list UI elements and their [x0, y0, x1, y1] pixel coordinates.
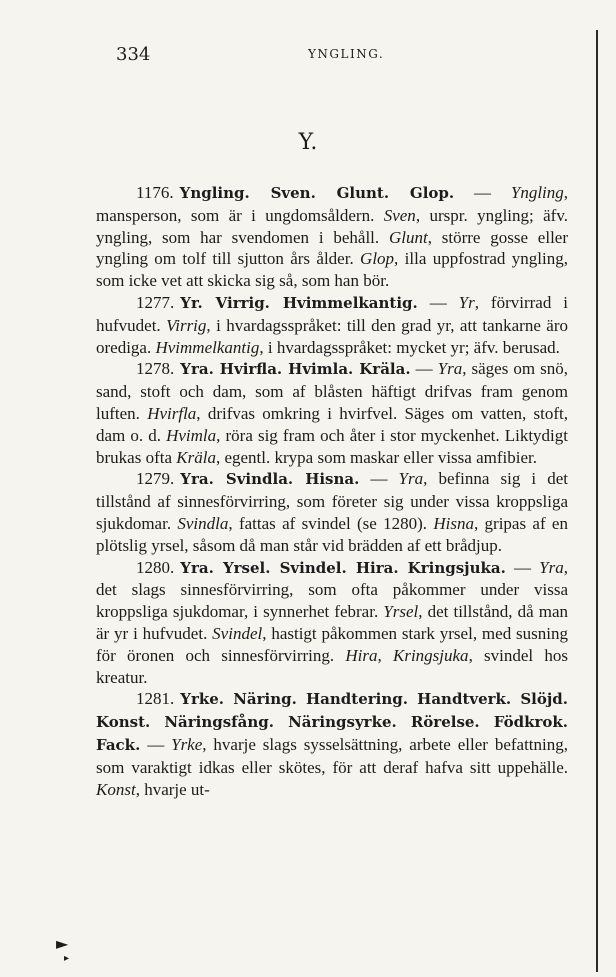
- entry-term: Glop: [360, 249, 395, 269]
- entry-term: Yrke: [171, 734, 203, 754]
- entry-text: , illa uppfostrad yngling, som icke vet att skicka sig så, som han bör.: [96, 249, 568, 291]
- entry-term: Hvimla: [166, 425, 217, 445]
- dictionary-entry: [96, 557, 568, 689]
- entry-term: Yra: [539, 557, 564, 577]
- entry-term: Yra: [398, 469, 424, 489]
- entry-text: , gripas af en plötslig yrsel, såsom då man står vid brädden af ett brådjup.: [96, 513, 568, 555]
- entry-term: Yr: [458, 292, 475, 312]
- entry-text: , urspr. yngling; äfv. yngling, som har svendomen i behåll.: [96, 205, 568, 247]
- entry-text: , befinna sig i det tillstånd af sinnesförvirring, som företer sig under vissa kroppsliga sjukdomar.: [96, 469, 568, 533]
- entry-term: Glunt: [388, 227, 428, 247]
- entry-term: Virrig: [166, 315, 207, 335]
- entry-headwords: Yrke. Näring. Handtering. Handtverk. Slöjd. Konst. Näringsfång. Näringsyrke. Rörelse. Födkrok. Fack.: [96, 690, 568, 754]
- page-edge-rule: [596, 30, 598, 972]
- entry-text: , röra sig fram och åter i stor myckenhet. Liktydigt brukas ofta: [96, 425, 568, 467]
- entry-number: 1279.: [136, 469, 175, 489]
- entry-text: , hvarje slags sysselsättning, arbete eller befattning, som varaktigt idkas eller skötes, för att deraf hafva sitt uppehälle.: [96, 734, 569, 777]
- dictionary-entry: [96, 468, 568, 556]
- entry-text: —: [140, 734, 172, 754]
- arrow-mark-icon: ►: [56, 934, 69, 953]
- entry-term: Konst: [96, 779, 136, 799]
- entry-number: 1281.: [136, 689, 175, 709]
- entry-headwords: Yra. Hvirfla. Hvimla. Kräla.: [180, 360, 411, 379]
- page-number: 334: [116, 44, 151, 65]
- entry-term: Svindel: [212, 623, 263, 643]
- page-header: [0, 44, 616, 66]
- entry-text: , fattas af svindel (se 1280).: [228, 513, 434, 533]
- entry-number: 1278.: [136, 359, 175, 379]
- entry-term: Kräla: [176, 447, 216, 467]
- entry-text: , mansperson, som är i ungdomsåldern.: [96, 183, 569, 225]
- dictionary-entry: [96, 292, 568, 358]
- entry-number: 1176.: [136, 183, 174, 202]
- entry-text: , säges om snö, sand, stoft och dam, som af blåsten häftigt drifvas fram genom luften.: [96, 359, 569, 423]
- entry-text: , egentl. krypa som maskar eller vissa amfibier.: [215, 447, 537, 467]
- entry-term: Yrsel: [383, 602, 419, 622]
- entry-text: , drifvas omkring i hvirfvel. Säges om vatten, stoft, dam o. d.: [96, 403, 569, 445]
- entry-text: —: [454, 183, 511, 202]
- entry-term: Sven: [383, 205, 416, 225]
- entry-text: , förvirrad i hufvudet.: [96, 292, 568, 335]
- entry-text: , det tillstånd, då man är yr i hufvudet.: [96, 602, 569, 643]
- entry-headwords: Yngling. Sven. Glunt. Glop.: [179, 184, 455, 202]
- entry-term: Kringsjuka: [393, 645, 469, 665]
- entry-text: —: [417, 292, 459, 312]
- entry-term: Hira: [345, 645, 378, 665]
- entry-text: —: [410, 359, 438, 379]
- entry-text: —: [505, 557, 540, 577]
- entry-text: , svindel hos kreatur.: [96, 645, 569, 687]
- entry-number: 1280.: [136, 557, 175, 577]
- running-head: YNGLING.: [308, 47, 385, 61]
- entry-term: Yngling: [510, 183, 564, 202]
- entry-headwords: Yra. Svindla. Hisna.: [180, 470, 360, 489]
- entry-text: , hvarje ut-: [135, 779, 210, 799]
- entry-term: Yra: [437, 359, 463, 379]
- entries-list: [96, 182, 568, 800]
- entry-text: , hastigt påkommen stark yrsel, med susning för öronen och sinnesförvirring.: [96, 623, 568, 665]
- entry-headwords: Yra. Yrsel. Svindel. Hira. Kringsjuka.: [180, 558, 506, 577]
- dictionary-entry: [96, 688, 568, 800]
- entry-term: Hvirfla: [147, 403, 197, 423]
- entry-term: Svindla: [177, 513, 229, 533]
- dictionary-entry: [96, 182, 568, 292]
- entry-text: , i hvardagsspråket: till den grad yr, att tankarne äro orediga.: [96, 315, 568, 357]
- entry-text: , i hvardagsspråket: mycket yr; äfv. berusad.: [259, 337, 560, 357]
- entry-text: ,: [377, 645, 393, 665]
- entry-text: , större gosse eller yngling om tolf till sjutton års ålder.: [96, 227, 568, 269]
- dictionary-entry: [96, 358, 568, 468]
- entry-term: Hvimmelkantig: [155, 337, 260, 357]
- small-arrow-mark-icon: ▸: [64, 953, 70, 964]
- entry-text: —: [359, 469, 399, 489]
- entry-term: Hisna: [433, 513, 474, 533]
- section-letter: Y.: [298, 130, 318, 155]
- entry-number: 1277.: [136, 292, 175, 312]
- entry-headwords: Yr. Virrig. Hvimmelkantig.: [180, 293, 418, 312]
- entry-text: , det slags sinnesförvirring, som ofta påkommer under vissa kroppsliga sjukdomar, i synnerhet febrar.: [96, 557, 568, 622]
